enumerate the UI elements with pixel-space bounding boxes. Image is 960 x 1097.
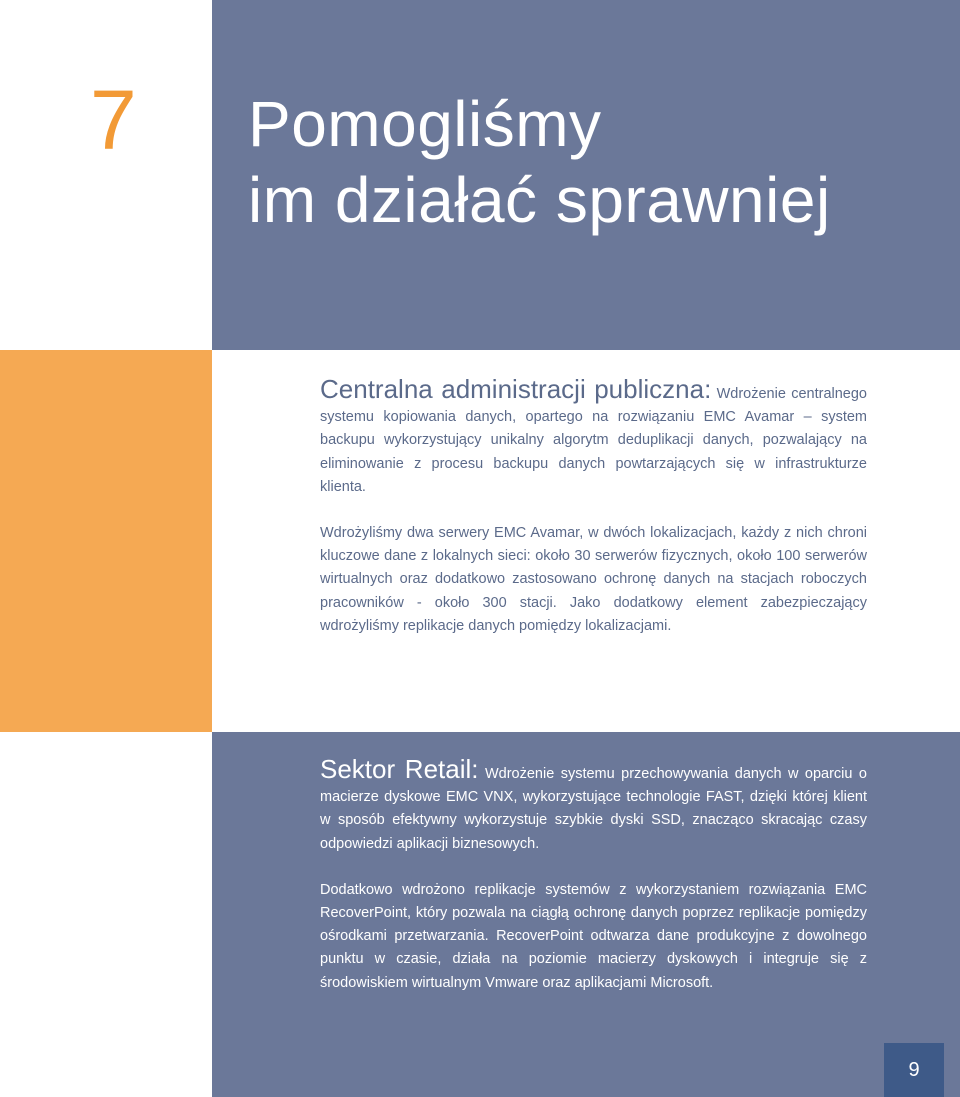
accent-block	[0, 350, 212, 732]
public-admin-lead: Centralna administracji publiczna:	[320, 374, 712, 404]
public-admin-section	[320, 374, 867, 638]
public-admin-lead-text: Wdrożenie centralnego systemu kopiowania danych, opartego na rozwiązaniu EMC Avamar – system backupu wykorzystujący unikalny algorytm deduplikacji danych, pozwalający na eliminowanie z procesu backupu danych powtarzających się w infrastrukturze klienta.	[320, 386, 867, 495]
retail-lead: Sektor Retail:	[320, 754, 479, 784]
retail-section	[320, 754, 867, 995]
public-admin-paragraph-2: Wdrożyliśmy dwa serwery EMC Avamar, w dwóch lokalizacjach, każdy z nich chroni kluczowe dane z lokalnych sieci: około 30 serwerów fizycznych, około 100 serwerów wirtualnych oraz dodatkowo zastosowano ochronę danych na stacjach roboczych pracowników - około 300 stacji. Jako dodatkowy element zabezpieczający wdrożyliśmy replikacje danych pomiędzy lokalizacjami.	[320, 525, 867, 634]
retail-paragraph-2: Dodatkowo wdrożono replikacje systemów z wykorzystaniem rozwiązania EMC RecoverPoint, który pozwala na ciągłą ochronę danych poprzez replikacje pomiędzy ośrodkami przetwarzania. RecoverPoint odtwarza dane produkcyjne z dowolnego punktu w czasie, działa na poziomie macierzy dyskowych i integruje się z środowiskiem wirtualnym Vmware oraz aplikacjami Microsoft.	[320, 881, 867, 991]
page-number: 9	[884, 1043, 944, 1097]
chapter-number: 7	[90, 73, 137, 167]
public-admin-paragraph-1	[320, 374, 867, 499]
chapter-title	[248, 86, 948, 238]
chapter-title-line1: Pomogliśmy	[248, 88, 602, 160]
chapter-title-line2: im działać sprawniej	[248, 164, 831, 236]
retail-lead-text: Wdrożenie systemu przechowywania danych w oparciu o macierze dyskowe EMC VNX, wykorzystujące technologie FAST, dzięki której klient w sposób efektywny wykorzystuje szybkie dyski SSD, znacząco skracając czasy odpowiedzi aplikacji biznesowych.	[320, 766, 867, 852]
retail-paragraph-1	[320, 754, 867, 856]
